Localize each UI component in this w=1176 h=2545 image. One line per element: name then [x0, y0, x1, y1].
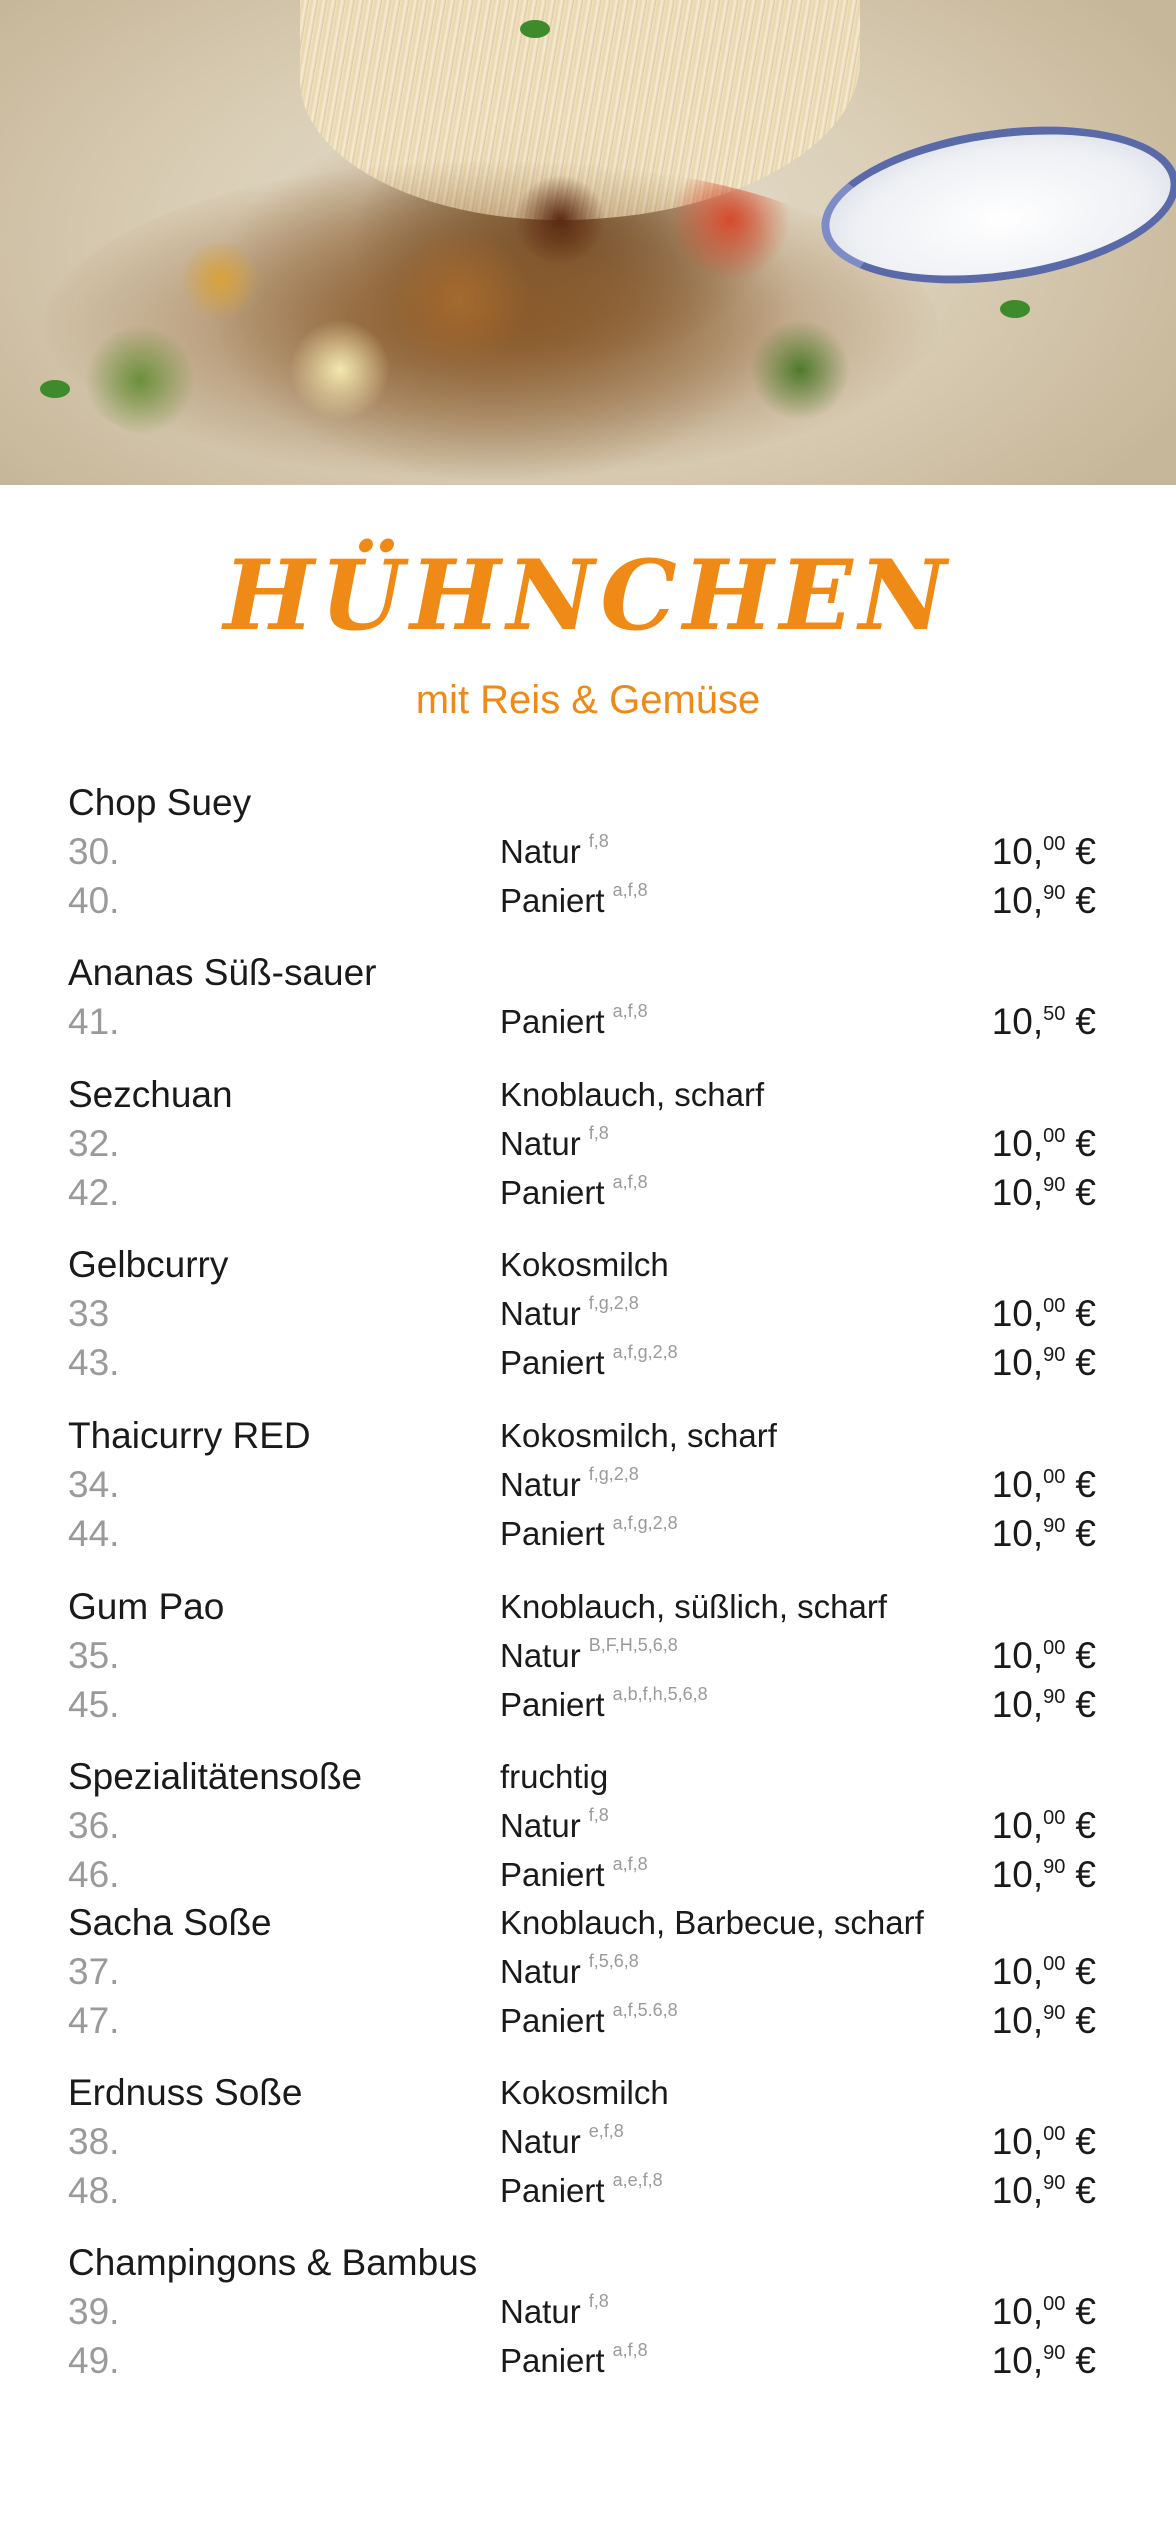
item-number: 40. [68, 880, 120, 921]
allergen-codes: a,e,f,8 [612, 2170, 663, 2190]
dish-name: Sacha Soße [68, 1902, 272, 1943]
page-subtitle: mit Reis & Gemüse [415, 678, 761, 722]
variant-type: Paniert $^{a,f,5.6,8}$ [500, 2000, 678, 2039]
price: 10,00 € [991, 2291, 1096, 2332]
dish-description: Kokosmilch, scharf [500, 1417, 777, 1454]
price: 10,90 € [991, 880, 1096, 921]
variant-type: Paniert $^{a,f,g,2,8}$ [500, 1513, 678, 1552]
allergen-codes: f,5,6,8 [588, 1951, 639, 1971]
menu-variant-row [0, 1632, 1176, 1680]
price: 10,00 € [991, 1293, 1096, 1334]
variant-type: Natur $^{f,8}$ [500, 831, 609, 870]
dish-name: Ananas Süß-sauer [68, 952, 377, 993]
dish-name: Erdnuss Soße [68, 2072, 303, 2113]
variant-type: Paniert $^{a,b,f,h,5,6,8}$ [500, 1684, 708, 1723]
dish-name: Gelbcurry [68, 1244, 229, 1285]
price: 10,00 € [991, 2121, 1096, 2162]
allergen-codes: f,8 [588, 1805, 609, 1825]
variant-type: Paniert $^{a,f,8}$ [500, 1854, 648, 1893]
stir-fry-illustration [40, 160, 940, 480]
item-number: 48. [68, 2170, 120, 2211]
item-number: 37. [68, 1951, 120, 1992]
dish-description: fruchtig [500, 1758, 609, 1795]
dish-description: Kokosmilch [500, 2074, 669, 2111]
allergen-codes: a,f,g,2,8 [612, 1342, 678, 1362]
item-number: 49. [68, 2340, 120, 2381]
dish-description: Kokosmilch [500, 1246, 669, 1283]
variant-type: Natur $^{f,8}$ [500, 2291, 609, 2330]
variant-type: Natur $^{f,8}$ [500, 1805, 609, 1844]
menu-item-header [0, 1899, 1176, 1947]
herb-garnish [520, 20, 550, 38]
allergen-codes: B,F,H,5,6,8 [588, 1635, 678, 1655]
price: 10,90 € [991, 2340, 1096, 2381]
allergen-codes: f,g,2,8 [588, 1464, 639, 1484]
variant-type: Paniert $^{a,f,8}$ [500, 1172, 648, 1211]
menu-variant-row [0, 2337, 1176, 2385]
allergen-codes: a,f,8 [612, 2340, 648, 2360]
variant-type: Natur $^{B,F,H,5,6,8}$ [500, 1635, 678, 1674]
price: 10,00 € [991, 1635, 1096, 1676]
dish-name: Champingons & Bambus [68, 2242, 478, 2283]
variant-type: Paniert $^{a,f,g,2,8}$ [500, 1342, 678, 1381]
page-title: HÜHNCHEN [223, 539, 953, 652]
item-number: 46. [68, 1854, 120, 1895]
allergen-codes: a,f,g,2,8 [612, 1513, 678, 1533]
price: 10,90 € [991, 1513, 1096, 1554]
herb-garnish [1000, 300, 1030, 318]
dish-name: Chop Suey [68, 782, 252, 823]
item-number: 47. [68, 2000, 120, 2041]
item-number: 35. [68, 1635, 120, 1676]
item-number: 43. [68, 1342, 120, 1383]
menu-item-header [0, 1753, 1176, 1801]
menu-variant-row [0, 828, 1176, 876]
allergen-codes: f,8 [588, 1123, 609, 1143]
item-number: 41. [68, 1001, 120, 1042]
price: 10,00 € [991, 1123, 1096, 1164]
item-number: 38. [68, 2121, 120, 2162]
herb-garnish [40, 380, 70, 398]
menu-variant-row [0, 1461, 1176, 1509]
menu-item-header [0, 779, 1176, 827]
menu-item-header [0, 949, 1176, 997]
menu-variant-row [0, 1510, 1176, 1558]
allergen-codes: a,f,8 [612, 1172, 648, 1192]
menu-variant-row [0, 2118, 1176, 2166]
menu-variant-row [0, 1120, 1176, 1168]
menu-variant-row [0, 2288, 1176, 2336]
item-number: 42. [68, 1172, 120, 1213]
dish-name: Gum Pao [68, 1586, 225, 1627]
price: 10,90 € [991, 2000, 1096, 2041]
variant-type: Natur $^{f,g,2,8}$ [500, 1293, 639, 1332]
menu-item-header [0, 1412, 1176, 1460]
variant-type: Natur $^{f,8}$ [500, 1123, 609, 1162]
variant-type: Natur $^{f,g,2,8}$ [500, 1464, 639, 1503]
allergen-codes: a,f,8 [612, 1854, 648, 1874]
menu-variant-row [0, 1681, 1176, 1729]
price: 10,90 € [991, 1684, 1096, 1725]
allergen-codes: f,8 [588, 831, 609, 851]
allergen-codes: a,f,5.6,8 [612, 2000, 678, 2020]
menu-variant-row [0, 1802, 1176, 1850]
dish-name: Spezialitätensoße [68, 1756, 363, 1797]
hero-food-photo [0, 0, 1176, 485]
item-number: 44. [68, 1513, 120, 1554]
menu-item-header [0, 2239, 1176, 2287]
allergen-codes: a,f,8 [612, 1001, 648, 1021]
item-number: 36. [68, 1805, 120, 1846]
item-number: 33 [68, 1293, 110, 1334]
variant-type: Paniert $^{a,f,8}$ [500, 2340, 648, 2379]
allergen-codes: f,g,2,8 [588, 1293, 639, 1313]
item-number: 32. [68, 1123, 120, 1164]
menu-variant-row [0, 1169, 1176, 1217]
allergen-codes: e,f,8 [588, 2121, 624, 2141]
price: 10,90 € [991, 1342, 1096, 1383]
menu-variant-row [0, 1851, 1176, 1899]
variant-type: Paniert $^{a,e,f,8}$ [500, 2170, 663, 2209]
variant-type: Natur $^{e,f,8}$ [500, 2121, 624, 2160]
variant-type: Natur $^{f,5,6,8}$ [500, 1951, 639, 1990]
allergen-codes: f,8 [588, 2291, 609, 2311]
menu-variant-row [0, 1339, 1176, 1387]
menu-variant-row [0, 998, 1176, 1046]
variant-type: Paniert $^{a,f,8}$ [500, 1001, 648, 1040]
price: 10,90 € [991, 2170, 1096, 2211]
dish-name: Sezchuan [68, 1074, 233, 1115]
item-number: 30. [68, 831, 120, 872]
menu-variant-row [0, 877, 1176, 925]
allergen-codes: a,f,8 [612, 880, 648, 900]
price: 10,00 € [991, 1805, 1096, 1846]
menu-variant-row [0, 2167, 1176, 2215]
price: 10,00 € [991, 1951, 1096, 1992]
item-number: 39. [68, 2291, 120, 2332]
menu-item-header [0, 2069, 1176, 2117]
allergen-codes: a,b,f,h,5,6,8 [612, 1684, 708, 1704]
dish-description: Knoblauch, Barbecue, scharf [500, 1904, 924, 1941]
menu-item-header [0, 1583, 1176, 1631]
dish-description: Knoblauch, scharf [500, 1076, 765, 1113]
price: 10,00 € [991, 1464, 1096, 1505]
menu-item-header [0, 1071, 1176, 1119]
menu-variant-row [0, 1997, 1176, 2045]
price: 10,90 € [991, 1854, 1096, 1895]
price: 10,90 € [991, 1172, 1096, 1213]
price: 10,50 € [991, 1001, 1096, 1042]
variant-type: Paniert $^{a,f,8}$ [500, 880, 648, 919]
dish-description: Knoblauch, süßlich, scharf [500, 1588, 888, 1625]
menu-variant-row [0, 1290, 1176, 1338]
item-number: 45. [68, 1684, 120, 1725]
price: 10,00 € [991, 831, 1096, 872]
item-number: 34. [68, 1464, 120, 1505]
menu-item-header [0, 1241, 1176, 1289]
menu-variant-row [0, 1948, 1176, 1996]
dish-name: Thaicurry RED [68, 1415, 311, 1456]
